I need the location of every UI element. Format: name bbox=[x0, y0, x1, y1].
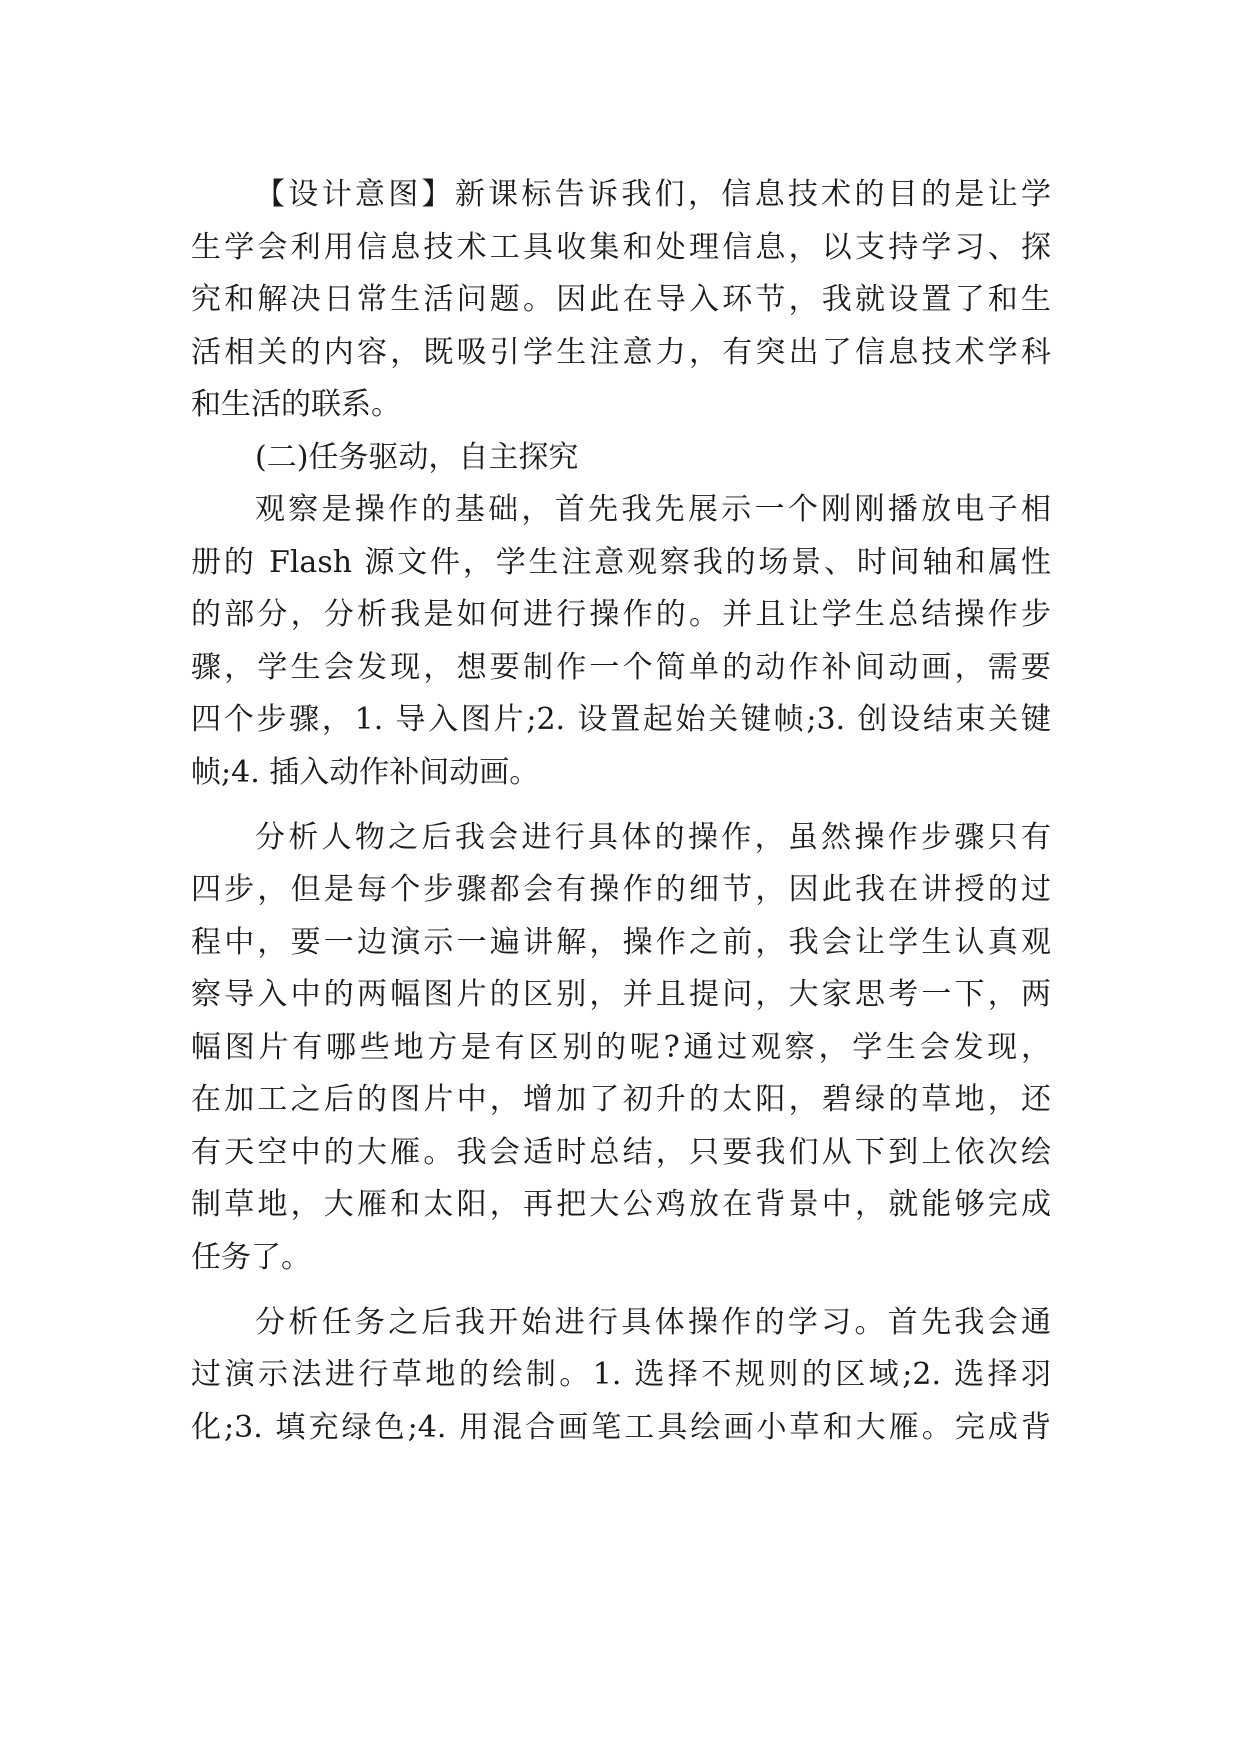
paragraph-observation-line-3: 的部分，分析我是如何进行操作的。并且让学生总结操作步 bbox=[191, 597, 1051, 632]
paragraph-operation-line-1: 分析任务之后我开始进行具体操作的学习。首先我会通 bbox=[255, 1305, 1051, 1340]
paragraph-design-intent-line-3: 究和解决日常生活问题。因此在导入环节，我就设置了和生 bbox=[191, 282, 1051, 317]
paragraph-analysis-line-1: 分析人物之后我会进行具体的操作，虽然操作步骤只有 bbox=[255, 820, 1051, 855]
paragraph-analysis-line-7: 有天空中的大雁。我会适时总结，只要我们从下到上依次绘 bbox=[191, 1135, 1051, 1170]
paragraph-operation-line-3: 化;3. 填充绿色;4. 用混合画笔工具绘画小草和大雁。完成背 bbox=[191, 1410, 1051, 1445]
paragraph-analysis-line-6: 在加工之后的图片中，增加了初升的太阳，碧绿的草地，还 bbox=[191, 1082, 1051, 1117]
paragraph-design-intent-line-1: 【设计意图】新课标告诉我们，信息技术的目的是让学 bbox=[255, 177, 1051, 212]
paragraph-analysis-line-9: 任务了。 bbox=[191, 1240, 311, 1275]
paragraph-analysis-line-8: 制草地，大雁和太阳，再把大公鸡放在背景中，就能够完成 bbox=[191, 1187, 1051, 1222]
paragraph-design-intent-line-2: 生学会利用信息技术工具收集和处理信息，以支持学习、探 bbox=[191, 230, 1051, 265]
paragraph-design-intent-line-5: 和生活的联系。 bbox=[191, 387, 401, 422]
paragraph-analysis-line-3: 程中，要一边演示一遍讲解，操作之前，我会让学生认真观 bbox=[191, 925, 1051, 960]
paragraph-observation-line-6: 帧;4. 插入动作补间动画。 bbox=[191, 755, 540, 790]
paragraph-analysis-line-4: 察导入中的两幅图片的区别，并且提问，大家思考一下，两 bbox=[191, 977, 1051, 1012]
paragraph-observation-line-5: 四个步骤，1. 导入图片;2. 设置起始关键帧;3. 创设结束关键 bbox=[191, 702, 1051, 737]
paragraph-operation-line-2: 过演示法进行草地的绘制。1. 选择不规则的区域;2. 选择羽 bbox=[191, 1357, 1051, 1392]
paragraph-design-intent-line-4: 活相关的内容，既吸引学生注意力，有突出了信息技术学科 bbox=[191, 335, 1051, 370]
paragraph-observation-line-4: 骤，学生会发现，想要制作一个简单的动作补间动画，需要 bbox=[191, 650, 1051, 685]
section-heading: (二)任务驱动，自主探究 bbox=[255, 440, 579, 475]
paragraph-observation-line-1: 观察是操作的基础，首先我先展示一个刚刚播放电子相 bbox=[255, 492, 1051, 527]
paragraph-observation-line-2: 册的 Flash 源文件，学生注意观察我的场景、时间轴和属性 bbox=[191, 545, 1051, 580]
paragraph-analysis-line-2: 四步，但是每个步骤都会有操作的细节，因此我在讲授的过 bbox=[191, 872, 1051, 907]
paragraph-analysis-line-5: 幅图片有哪些地方是有区别的呢?通过观察，学生会发现， bbox=[191, 1030, 1051, 1065]
